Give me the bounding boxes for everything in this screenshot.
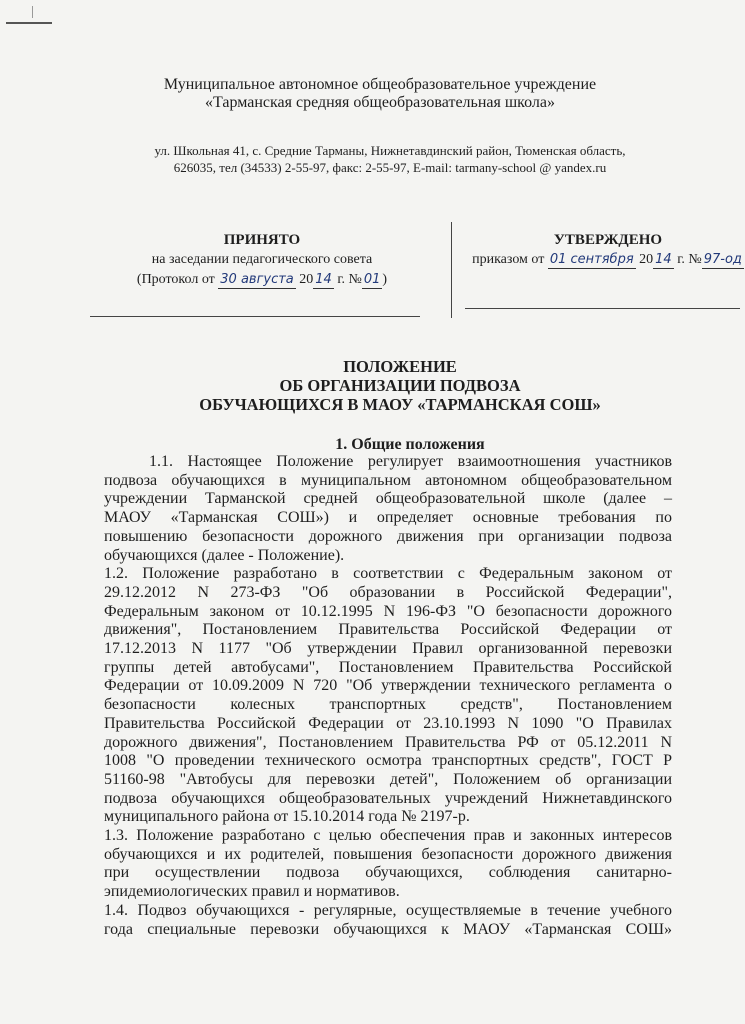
text-line: 17.12.2013 N 1177 "Об утверждении Правил организованной перевозки bbox=[104, 640, 672, 658]
text-line: 1.1. Настоящее Положение регулирует взаимоотношения участников bbox=[149, 453, 672, 470]
text-line: при осуществлении подвоза обучающихся, соблюдения санитарно- bbox=[104, 864, 672, 882]
protocol-prefix: (Протокол от bbox=[136, 272, 215, 287]
school-address bbox=[60, 142, 720, 176]
approved-stamp bbox=[458, 230, 745, 270]
text-line: МАОУ «Тарманская СОШ») и определяет основные требования по bbox=[104, 509, 672, 527]
document-title bbox=[60, 357, 740, 414]
title-line: ОБ ОРГАНИЗАЦИИ ПОДВОЗА bbox=[279, 376, 521, 395]
text-line: обучающихся (далее - Положение). bbox=[104, 546, 345, 564]
paragraph-1-3 bbox=[104, 827, 672, 902]
header-line: Муниципальное автономное общеобразовательное учреждение bbox=[163, 76, 597, 93]
header-line: «Тарманская средняя общеобразовательная школа» bbox=[204, 94, 556, 111]
scan-artifact bbox=[6, 22, 52, 24]
scan-artifact bbox=[32, 6, 33, 18]
text-line: 51160-98 "Автобусы для перевозки детей", Положением об организации bbox=[104, 770, 672, 788]
handwritten-year: 14 bbox=[655, 252, 672, 267]
text-line: 29.12.2012 N 273-ФЗ "Об образовании в Российской Федерации", bbox=[104, 583, 672, 601]
text-line: группы детей автобусами", Постановлением Правительства Российской bbox=[104, 658, 672, 676]
approval-block bbox=[70, 222, 742, 318]
accepted-council: на заседании педагогического совета bbox=[151, 252, 373, 267]
section-heading: 1. Общие положения bbox=[335, 436, 485, 453]
accepted-stamp bbox=[76, 230, 448, 290]
text-line: муниципального района от 15.10.2014 года № 2197-р. bbox=[104, 808, 470, 826]
number-prefix: г. № bbox=[677, 252, 702, 267]
column-divider bbox=[451, 222, 452, 318]
school-header bbox=[60, 76, 700, 112]
title-line: ПОЛОЖЕНИЕ bbox=[343, 357, 457, 376]
handwritten-date: 30 августа bbox=[220, 272, 294, 287]
text-line: 1.3. Положение разработано с целью обеспечения прав и законных интересов bbox=[104, 827, 672, 845]
underline-left bbox=[90, 316, 420, 317]
document-body bbox=[104, 453, 672, 939]
text-line: учреждении Тарманской средней общеобразовательной школе (далее – bbox=[104, 490, 672, 508]
paragraph-1-1 bbox=[104, 453, 672, 565]
text-line: Правительства Российской Федерации от 23.10.1993 N 1090 "О Правилах bbox=[104, 714, 672, 732]
text-line: Федерации от 10.09.2009 N 720 "Об утверждении технического регламента о bbox=[104, 677, 672, 695]
year-prefix: 20 bbox=[299, 272, 314, 287]
handwritten-number: 97-од bbox=[703, 252, 742, 267]
text-line: дорожного движения", Постановлением Правительства РФ от 05.12.2011 N bbox=[104, 733, 672, 751]
text-line: года специальные перевозки обучающихся к МАОУ «Тарманская СОШ» bbox=[104, 920, 672, 938]
text-line: эпидемиологических правил и нормативов. bbox=[104, 883, 400, 901]
address-line: ул. Школьная 41, с. Средние Тарманы, Нижнетавдинский район, Тюменская область, bbox=[154, 143, 626, 158]
handwritten-year: 14 bbox=[315, 272, 332, 287]
address-line: 626035, тел (34533) 2-55-97, факс: 2-55-97, E-mail: tarmany-school @ yandex.ru bbox=[173, 160, 607, 175]
accepted-heading: ПРИНЯТО bbox=[223, 232, 301, 248]
protocol-close: ) bbox=[382, 272, 388, 287]
paragraph-1-2 bbox=[104, 565, 672, 827]
accepted-protocol bbox=[76, 270, 448, 290]
handwritten-date: 01 сентября bbox=[549, 252, 634, 267]
text-line: обучающихся и их родителей, повышения безопасности дорожного движения bbox=[104, 845, 672, 863]
text-line: 1.4. Подвоз обучающихся - регулярные, осуществляемые в течение учебного bbox=[104, 901, 672, 919]
paragraph-1-4 bbox=[104, 902, 672, 939]
text-line: безопасности колесных транспортных средств", Постановлением bbox=[104, 696, 672, 714]
approved-order bbox=[458, 250, 745, 270]
title-line: ОБУЧАЮЩИХСЯ В МАОУ «ТАРМАНСКАЯ СОШ» bbox=[199, 395, 601, 414]
underline-right bbox=[465, 308, 740, 309]
text-line: движения", Постановлением Правительства Российской Федерации от bbox=[104, 621, 672, 639]
year-prefix: 20 bbox=[639, 252, 654, 267]
handwritten-number: 01 bbox=[363, 272, 381, 287]
text-line: подвоза обучающихся в муниципальном автономном общеобразовательном bbox=[104, 471, 672, 489]
approved-heading: УТВЕРЖДЕНО bbox=[553, 232, 663, 248]
text-line: 1.2. Положение разработано в соответствии с Федеральным законом от bbox=[104, 565, 672, 583]
text-line: 1008 "О проведении технического осмотра транспортных средств", ГОСТ Р bbox=[104, 752, 672, 770]
text-line: Федеральным законом от 10.12.1995 N 196-ФЗ "О безопасности дорожного bbox=[104, 602, 672, 620]
text-line: повышению безопасности дорожного движения при организации подвоза bbox=[104, 527, 672, 545]
text-line: подвоза обучающихся общеобразовательных учреждений Нижнетавдинского bbox=[104, 789, 672, 807]
number-prefix: г. № bbox=[337, 272, 362, 287]
order-prefix: приказом от bbox=[472, 252, 545, 267]
